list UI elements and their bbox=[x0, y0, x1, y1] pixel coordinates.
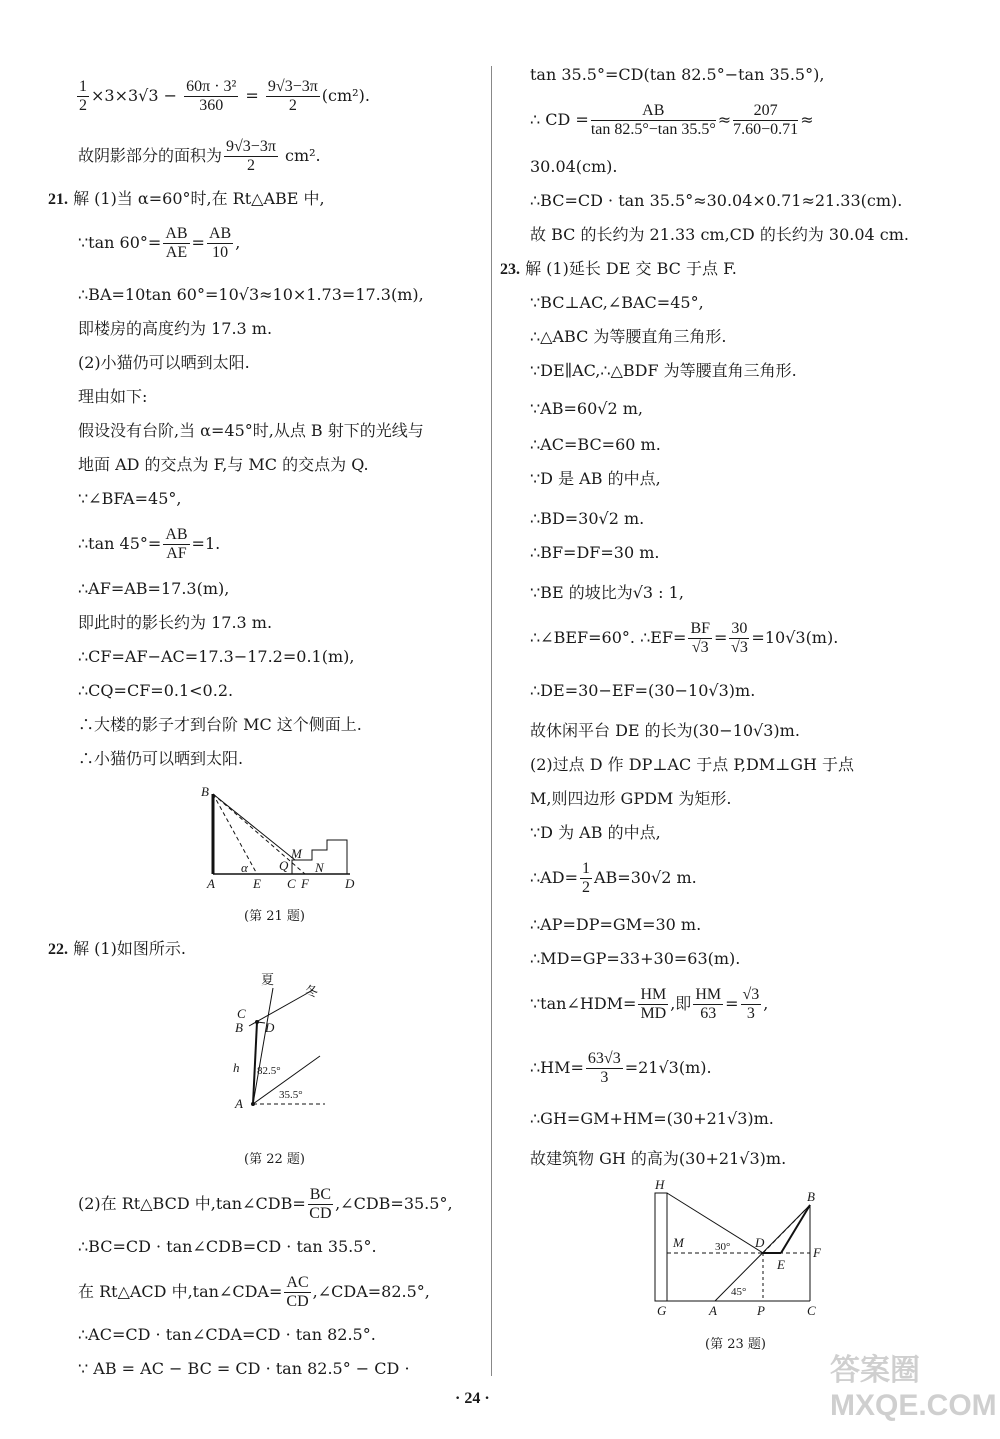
q21-line-16: ∴小猫仍可以晒到太阳. bbox=[78, 749, 244, 768]
label-d: D bbox=[345, 876, 355, 891]
q21-line-11: ∴AF=AB=17.3(m), bbox=[78, 579, 230, 598]
q21-line-8: 地面 AD 的交点为 F,与 MC 的交点为 Q. bbox=[78, 455, 369, 474]
q23-line-3: ∴△ABC 为等腰直角三角形. bbox=[530, 327, 727, 346]
q23-line-11: ∴∠BEF=60°. ∴EF= $\frac{BF}{√3}$ = $\frac{30}{√3}$ =10√3(m). bbox=[530, 620, 839, 656]
q23-line-5: ∵AB=60√2 m, bbox=[530, 399, 643, 418]
label-c: C bbox=[237, 1006, 246, 1021]
label-angle-30: 30° bbox=[715, 1241, 731, 1253]
label-m: M bbox=[673, 1235, 684, 1250]
label-angle-82: 82.5° bbox=[257, 1065, 281, 1077]
label-g: G bbox=[657, 1303, 667, 1318]
q23-line-17: ∴AD= $\frac{1}{2}$ AB=30√2 m. bbox=[530, 860, 697, 896]
figure-21 bbox=[195, 780, 375, 895]
q23-line-15: M,则四边形 GPDM 为矩形. bbox=[530, 789, 732, 808]
figure-23 bbox=[645, 1175, 830, 1325]
q23-line-7: ∵D 是 AB 的中点, bbox=[530, 469, 661, 488]
label-b: B bbox=[235, 1020, 243, 1035]
fraction: $\frac{1}{2}$ bbox=[79, 78, 87, 114]
label-n: N bbox=[315, 860, 324, 875]
q23-line-16: ∵D 为 AB 的中点, bbox=[530, 823, 661, 842]
q21-line-3: ∴BA=10tan 60°=10√3≈10×1.73=17.3(m), bbox=[78, 285, 424, 304]
r-line-1: tan 35.5°=CD(tan 82.5°−tan 35.5°), bbox=[530, 65, 825, 84]
area-formula-line: $\frac{1}{2}$ ×3×3√3 − $\frac{\text{60π · 3²}}{360}$ = $\frac{9√3-3\pi}{2}$ (cm²). bbox=[79, 78, 370, 114]
q21-line-15: ∴大楼的影子才到台阶 MC 这个侧面上. bbox=[78, 715, 362, 734]
label-angle-45: 45° bbox=[731, 1286, 747, 1298]
label-summer: 夏 bbox=[261, 972, 275, 987]
label-d: D bbox=[265, 1020, 275, 1035]
watermark-logo: 答案圈 MXQE.COM bbox=[830, 1354, 997, 1422]
label-c: C bbox=[287, 876, 296, 891]
r-line-5: 故 BC 的长约为 21.33 cm,CD 的长约为 30.04 cm. bbox=[530, 225, 910, 244]
q22-line-3: ∴BC=CD · tan∠CDB=CD · tan 35.5°. bbox=[78, 1237, 377, 1256]
question-number: 21. bbox=[48, 191, 68, 208]
q23-line-12: ∴DE=30−EF=(30−10√3)m. bbox=[530, 681, 756, 700]
r-line-3: 30.04(cm). bbox=[530, 157, 618, 176]
label-c: C bbox=[807, 1303, 816, 1318]
figure-22 bbox=[225, 968, 345, 1118]
question-number: 22. bbox=[48, 941, 68, 958]
figure-23-caption: (第 23 题) bbox=[705, 1337, 766, 1352]
q23-line-21: ∴HM= $\frac{63√3}{3}$ =21√3(m). bbox=[530, 1050, 712, 1086]
label-winter: 冬 bbox=[305, 984, 319, 999]
column-divider bbox=[491, 66, 492, 1376]
q21-line-1: 21. 解 (1)当 α=60°时,在 Rt△ABE 中, bbox=[48, 189, 325, 208]
page-number: · 24 · bbox=[455, 1390, 490, 1407]
label-a: A bbox=[709, 1303, 717, 1318]
figure-22-caption: (第 22 题) bbox=[244, 1152, 305, 1167]
label-f: F bbox=[813, 1245, 821, 1260]
label-a: A bbox=[207, 876, 215, 891]
q23-line-20: ∵tan∠HDM= $\frac{HM}{MD}$ ,即 $\frac{HM}{63}$ = $\frac{√3}{3}$ , bbox=[530, 986, 769, 1022]
q23-line-19: ∴MD=GP=33+30=63(m). bbox=[530, 949, 741, 968]
q22-line-1: 22. 解 (1)如图所示. bbox=[48, 939, 186, 958]
figure-21-caption: (第 21 题) bbox=[244, 909, 305, 924]
r-line-2: ∴ CD = $\frac{AB}{\tan 82.5^\circ-\tan 35.5^\circ}$ ≈ $\frac{207}{7.60-0.71}$ ≈ bbox=[530, 102, 814, 138]
area-conclusion: 故阴影部分的面积为 $\frac{9√3-3\pi}{2}$ cm². bbox=[78, 138, 321, 174]
q22-line-4: 在 Rt△ACD 中,tan∠CDA= $\frac{AC}{CD}$ ,∠CDA=82.5°, bbox=[78, 1274, 430, 1310]
q23-line-18: ∴AP=DP=GM=30 m. bbox=[530, 915, 702, 934]
label-e: E bbox=[253, 876, 261, 891]
question-number: 23. bbox=[500, 261, 520, 278]
label-a: A bbox=[235, 1096, 243, 1111]
label-angle-35: 35.5° bbox=[279, 1089, 303, 1101]
q21-line-10: ∴tan 45°= $\frac{AB}{AF}$ =1. bbox=[78, 526, 221, 562]
label-f: F bbox=[301, 876, 309, 891]
q23-line-10: ∵BE 的坡比为√3 : 1, bbox=[530, 583, 684, 602]
q23-line-2: ∵BC⊥AC,∠BAC=45°, bbox=[530, 293, 704, 312]
label-d: D bbox=[755, 1235, 765, 1250]
label-alpha: α bbox=[241, 860, 248, 875]
q23-line-14: (2)过点 D 作 DP⊥AC 于点 P,DM⊥GH 于点 bbox=[530, 755, 855, 774]
q21-line-7: 假设没有台阶,当 α=45°时,从点 B 射下的光线与 bbox=[78, 421, 424, 440]
label-h: h bbox=[233, 1060, 240, 1075]
q23-line-9: ∴BF=DF=30 m. bbox=[530, 543, 660, 562]
q23-line-8: ∴BD=30√2 m. bbox=[530, 509, 645, 528]
q22-line-2: (2)在 Rt△BCD 中,tan∠CDB= $\frac{BC}{CD}$ ,∠CDB=35.5°, bbox=[78, 1186, 453, 1222]
q23-line-1: 23. 解 (1)延长 DE 交 BC 于点 F. bbox=[500, 259, 737, 278]
label-h: H bbox=[655, 1177, 665, 1192]
q21-line-6: 理由如下: bbox=[78, 387, 148, 406]
label-q: Q bbox=[279, 858, 289, 873]
q23-line-4: ∵DE∥AC,∴△BDF 为等腰直角三角形. bbox=[530, 361, 797, 380]
q21-line-12: 即此时的影长约为 17.3 m. bbox=[78, 613, 273, 632]
q21-line-14: ∴CQ=CF=0.1<0.2. bbox=[78, 681, 234, 700]
label-m: M bbox=[291, 846, 302, 861]
q22-line-5: ∴AC=CD · tan∠CDA=CD · tan 82.5°. bbox=[78, 1325, 376, 1344]
q23-line-23: 故建筑物 GH 的高为(30+21√3)m. bbox=[530, 1149, 787, 1168]
q23-line-22: ∴GH=GM+HM=(30+21√3)m. bbox=[530, 1109, 774, 1128]
label-p: P bbox=[757, 1303, 765, 1318]
q21-line-13: ∴CF=AF−AC=17.3−17.2=0.1(m), bbox=[78, 647, 355, 666]
r-line-4: ∴BC=CD · tan 35.5°≈30.04×0.71≈21.33(cm). bbox=[530, 191, 903, 210]
label-b: B bbox=[807, 1189, 815, 1204]
label-b: B bbox=[201, 784, 209, 799]
q21-line-2: ∵tan 60°= $\frac{AB}{AE}$ = $\frac{AB}{10}$ , bbox=[78, 225, 241, 261]
label-e: E bbox=[777, 1257, 785, 1272]
fraction: $\frac{\text{60π · 3²}}{360}$ bbox=[186, 78, 237, 114]
q23-line-13: 故休闲平台 DE 的长为(30−10√3)m. bbox=[530, 721, 800, 740]
q22-line-6: ∵ AB = AC − BC = CD · tan 82.5° − CD · bbox=[78, 1359, 410, 1378]
fraction: $\frac{9√3-3\pi}{2}$ bbox=[226, 138, 276, 174]
q23-line-6: ∴AC=BC=60 m. bbox=[530, 435, 661, 454]
q21-line-4: 即楼房的高度约为 17.3 m. bbox=[78, 319, 273, 338]
q21-line-5: (2)小猫仍可以晒到太阳. bbox=[78, 353, 250, 372]
q21-line-9: ∵∠BFA=45°, bbox=[78, 489, 182, 508]
fraction: $\frac{9√3-3\pi}{2}$ bbox=[267, 78, 318, 114]
